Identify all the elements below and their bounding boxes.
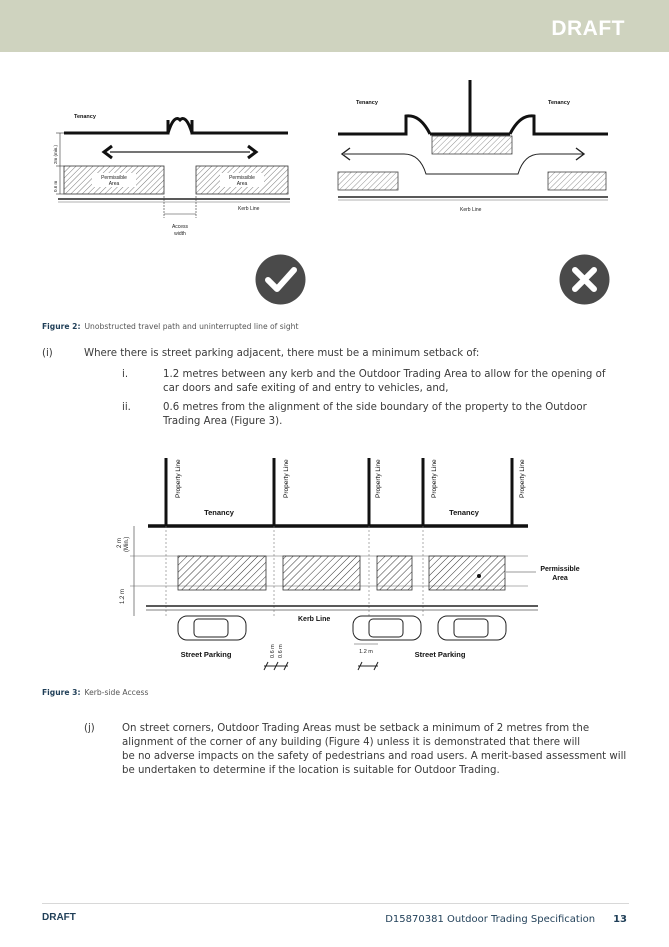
property-line-label-2: Property Line [283, 459, 290, 498]
kerb-line-label-right: Kerb Line [460, 207, 482, 213]
dim-12-bottom-label: 1.2 m [359, 649, 373, 655]
clause-i-item1-line2: car doors and safe exiting of and entry to vehicles, and, [163, 383, 449, 394]
figure2-right-diagram [334, 76, 616, 221]
dim-12m-label: 1.2 m [120, 588, 126, 604]
clause-i-item1-marker: i. [122, 369, 129, 380]
tenancy-left-label: Tenancy [356, 100, 378, 106]
street-parking-right: Street Parking [414, 650, 466, 659]
clause-j-line4: be undertaken to determine if the location is suitable for Outdoor Trading. [122, 765, 500, 776]
dim-2m-label: 2 m [117, 537, 123, 548]
clause-j-marker: (j) [84, 723, 95, 734]
footer-draft-label: DRAFT [42, 912, 76, 923]
property-line-label-5: Property Line [519, 459, 526, 498]
clause-i-item1-line1: 1.2 metres between any kerb and the Outdoor Trading Area to allow for the opening of [163, 369, 606, 380]
kerb-line-label-f3: Kerb Line [298, 616, 331, 623]
clause-j-line1: On street corners, Outdoor Trading Areas must be setback a minimum of 2 metres from the [122, 723, 590, 734]
dim-min-label: (Min.) [124, 536, 130, 552]
footer-doc-title: D15870381 Outdoor Trading Specification [385, 914, 596, 925]
area-left-line1: Permissible [101, 175, 127, 181]
figure2-caption [42, 322, 298, 331]
header-band [0, 0, 669, 52]
cross-icon [559, 254, 610, 305]
page-number: 13 [613, 914, 627, 925]
clause-j-line2: alignment of the corner of any building (Figure 4) unless it is demonstrated that there will [122, 737, 581, 748]
dim-06b-label: 0.6 m [278, 644, 284, 658]
tenancy-label-right: Tenancy [449, 508, 479, 517]
clause-i-text: Where there is street parking adjacent, there must be a minimum setback of: [84, 348, 480, 359]
clause-i-item2-line2: Trading Area (Figure 3). [163, 416, 283, 427]
street-parking-left: Street Parking [180, 650, 232, 659]
dim-06m: 0.6 m [53, 180, 58, 192]
permissible-label-1: Permissible [540, 566, 580, 573]
area-right-line2: Area [236, 181, 248, 187]
permissible-label-2: Area [552, 575, 568, 582]
figure3-caption [42, 688, 148, 697]
tenancy-label-left: Tenancy [204, 508, 234, 517]
clause-j-line3: be no adverse impacts on the safety of pedestrians and road users. A merit-based assessment will [122, 751, 627, 762]
footer-doc-info [385, 914, 627, 925]
footer-divider [42, 903, 629, 904]
figure3-caption-label: Figure 3: [42, 688, 81, 697]
figure2-caption-text: Unobstructed travel path and uninterrupted line of sight [84, 322, 299, 331]
area-left-line2: Area [108, 181, 120, 187]
kerb-line-label: Kerb Line [238, 206, 260, 212]
figure2-caption-label: Figure 2: [42, 322, 81, 331]
property-line-label-1: Property Line [175, 459, 182, 498]
access-label-1: Access [171, 224, 189, 230]
area-right-line1: Permissible [229, 175, 255, 181]
draft-watermark: DRAFT [551, 17, 625, 40]
check-icon [255, 254, 306, 305]
property-line-label-4: Property Line [431, 459, 438, 498]
clause-i-item2-line1: 0.6 metres from the alignment of the side boundary of the property to the Outdoor [163, 402, 587, 413]
tenancy-label: Tenancy [74, 114, 96, 120]
figure2-left-diagram [40, 100, 302, 245]
figure3-caption-text: Kerb-side Access [84, 688, 149, 697]
clause-i-marker: (i) [42, 348, 53, 359]
tenancy-right-label: Tenancy [548, 100, 570, 106]
clause-i-item2-marker: ii. [122, 402, 131, 413]
dim-06a-label: 0.6 m [270, 644, 276, 658]
dim-2m: 2m (min.) [53, 145, 58, 164]
figure3-diagram [108, 444, 588, 676]
property-line-label-3: Property Line [375, 459, 382, 498]
access-label-2: width [174, 231, 186, 237]
